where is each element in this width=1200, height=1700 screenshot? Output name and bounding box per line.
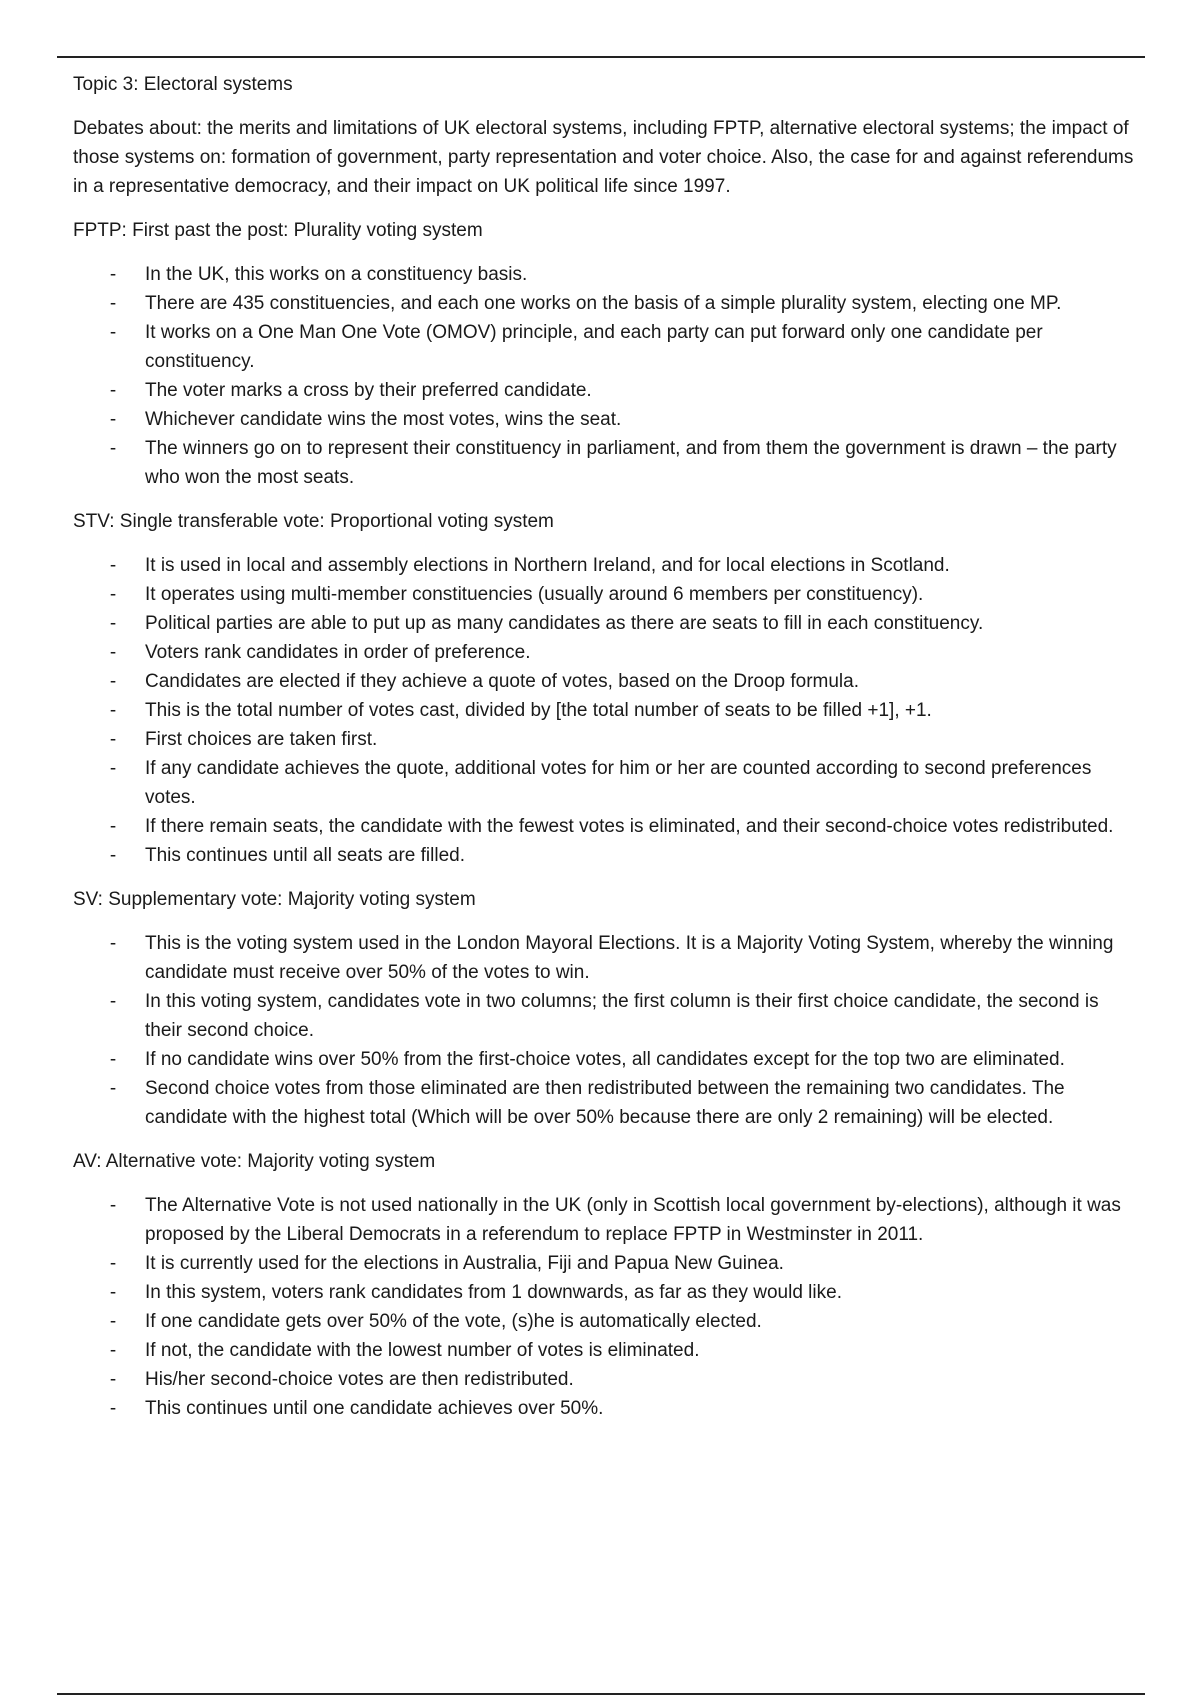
list-item-text: If any candidate achieves the quote, additional votes for him or her are counted according to second preferences votes. bbox=[145, 758, 1092, 808]
list-item-text: In the UK, this works on a constituency basis. bbox=[145, 264, 528, 285]
list-item bbox=[73, 1307, 1138, 1336]
list-item-text: Voters rank candidates in order of preference. bbox=[145, 642, 531, 663]
bullet-dash: - bbox=[109, 1369, 117, 1390]
list-item bbox=[73, 696, 1138, 725]
list-item-text: It is used in local and assembly elections in Northern Ireland, and for local elections in Scotland. bbox=[145, 555, 950, 576]
bullet-dash: - bbox=[109, 729, 117, 750]
list-item-text: First choices are taken first. bbox=[145, 729, 378, 750]
list-item bbox=[73, 1394, 1138, 1423]
list-item bbox=[73, 376, 1138, 405]
list-item bbox=[73, 1365, 1138, 1394]
list-item bbox=[73, 1074, 1138, 1132]
list-item-text: In this system, voters rank candidates from 1 downwards, as far as they would like. bbox=[145, 1282, 842, 1303]
bullet-dash: - bbox=[109, 700, 117, 721]
bullet-dash: - bbox=[109, 1195, 117, 1216]
bullet-dash: - bbox=[109, 555, 117, 576]
bullet-dash: - bbox=[109, 816, 117, 837]
list-item bbox=[73, 1249, 1138, 1278]
bullet-dash: - bbox=[109, 1311, 117, 1332]
list-item bbox=[73, 318, 1138, 376]
page-bottom-rule bbox=[57, 1693, 1145, 1695]
bullet-dash: - bbox=[109, 1398, 117, 1419]
list-item bbox=[73, 812, 1138, 841]
list-item bbox=[73, 405, 1138, 434]
list-item-text: If one candidate gets over 50% of the vote, (s)he is automatically elected. bbox=[145, 1311, 762, 1332]
list-item-text: If there remain seats, the candidate with the fewest votes is eliminated, and their second-choice votes redistributed. bbox=[145, 816, 1114, 837]
list-item bbox=[73, 929, 1138, 987]
bullet-dash: - bbox=[109, 322, 117, 343]
bullet-dash: - bbox=[109, 1049, 117, 1070]
list-item bbox=[73, 987, 1138, 1045]
list-item-text: Candidates are elected if they achieve a quote of votes, based on the Droop formula. bbox=[145, 671, 860, 692]
bullet-dash: - bbox=[109, 584, 117, 605]
bullet-dash: - bbox=[109, 613, 117, 634]
list-item-text: In this voting system, candidates vote in two columns; the first column is their first choice candidate, the second is their second choice. bbox=[145, 991, 1099, 1041]
topic-title: Topic 3: Electoral systems bbox=[73, 74, 293, 95]
list-item-text: There are 435 constituencies, and each one works on the basis of a simple plurality system, electing one MP. bbox=[145, 293, 1062, 314]
section-heading-sv: SV: Supplementary vote: Majority voting system bbox=[73, 889, 476, 910]
page-top-rule bbox=[57, 56, 1145, 58]
list-item-text: The Alternative Vote is not used nationally in the UK (only in Scottish local government by-elections), although it was proposed by the Liberal Democrats in a referendum to replace FPTP in Westminster in 2011. bbox=[145, 1195, 1121, 1245]
bullet-dash: - bbox=[109, 671, 117, 692]
bullet-dash: - bbox=[109, 642, 117, 663]
list-item bbox=[73, 725, 1138, 754]
bullet-dash: - bbox=[109, 380, 117, 401]
list-item-text: This continues until all seats are filled. bbox=[145, 845, 465, 866]
bullet-dash: - bbox=[109, 758, 117, 779]
list-item bbox=[73, 434, 1138, 492]
bullet-list-av bbox=[73, 1191, 1138, 1423]
list-item-text: His/her second-choice votes are then redistributed. bbox=[145, 1369, 574, 1390]
list-item bbox=[73, 289, 1138, 318]
list-item-text: The winners go on to represent their constituency in parliament, and from them the government is drawn – the party who won the most seats. bbox=[145, 438, 1117, 488]
list-item bbox=[73, 260, 1138, 289]
bullet-dash: - bbox=[109, 1282, 117, 1303]
list-item-text: The voter marks a cross by their preferred candidate. bbox=[145, 380, 592, 401]
section-heading-fptp: FPTP: First past the post: Plurality voting system bbox=[73, 220, 483, 241]
list-item bbox=[73, 580, 1138, 609]
bullet-list-sv bbox=[73, 929, 1138, 1132]
bullet-dash: - bbox=[109, 1253, 117, 1274]
list-item bbox=[73, 841, 1138, 870]
bullet-dash: - bbox=[109, 991, 117, 1012]
bullet-dash: - bbox=[109, 293, 117, 314]
list-item-text: If not, the candidate with the lowest number of votes is eliminated. bbox=[145, 1340, 700, 1361]
list-item-text: It is currently used for the elections in Australia, Fiji and Papua New Guinea. bbox=[145, 1253, 784, 1274]
list-item-text: If no candidate wins over 50% from the first-choice votes, all candidates except for the top two are eliminated. bbox=[145, 1049, 1065, 1070]
list-item-text: This is the voting system used in the London Mayoral Elections. It is a Majority Voting System, whereby the winning candidate must receive over 50% of the votes to win. bbox=[145, 933, 1114, 983]
bullet-dash: - bbox=[109, 1078, 117, 1099]
list-item bbox=[73, 638, 1138, 667]
list-item bbox=[73, 551, 1138, 580]
bullet-dash: - bbox=[109, 264, 117, 285]
intro-paragraph: Debates about: the merits and limitations of UK electoral systems, including FPTP, alternative electoral systems; the impact of those systems on: formation of government, party representation and voter choice. Also, the case for and against referendums in a representative democracy, and their impact on UK political life since 1997. bbox=[73, 118, 1134, 197]
bullet-dash: - bbox=[109, 1340, 117, 1361]
section-heading-stv: STV: Single transferable vote: Proportional voting system bbox=[73, 511, 554, 532]
list-item-text: It works on a One Man One Vote (OMOV) principle, and each party can put forward only one candidate per constituency. bbox=[145, 322, 1043, 372]
list-item bbox=[73, 1278, 1138, 1307]
list-item bbox=[73, 609, 1138, 638]
list-item-text: Second choice votes from those eliminated are then redistributed between the remaining two candidates. The candidate with the highest total (Which will be over 50% because there are only 2 remaining) will be elected. bbox=[145, 1078, 1065, 1128]
list-item-text: This is the total number of votes cast, divided by [the total number of seats to be filled +1], +1. bbox=[145, 700, 932, 721]
list-item bbox=[73, 667, 1138, 696]
bullet-dash: - bbox=[109, 845, 117, 866]
bullet-dash: - bbox=[109, 933, 117, 954]
list-item bbox=[73, 1336, 1138, 1365]
list-item-text: Whichever candidate wins the most votes, wins the seat. bbox=[145, 409, 622, 430]
bullet-list-fptp bbox=[73, 260, 1138, 492]
list-item bbox=[73, 1045, 1138, 1074]
bullet-dash: - bbox=[109, 409, 117, 430]
list-item bbox=[73, 754, 1138, 812]
list-item-text: Political parties are able to put up as many candidates as there are seats to fill in each constituency. bbox=[145, 613, 984, 634]
section-heading-av: AV: Alternative vote: Majority voting system bbox=[73, 1151, 436, 1172]
list-item-text: This continues until one candidate achieves over 50%. bbox=[145, 1398, 604, 1419]
list-item-text: It operates using multi-member constituencies (usually around 6 members per constituency). bbox=[145, 584, 924, 605]
bullet-list-stv bbox=[73, 551, 1138, 870]
list-item bbox=[73, 1191, 1138, 1249]
document-body bbox=[73, 70, 1138, 1438]
bullet-dash: - bbox=[109, 438, 117, 459]
